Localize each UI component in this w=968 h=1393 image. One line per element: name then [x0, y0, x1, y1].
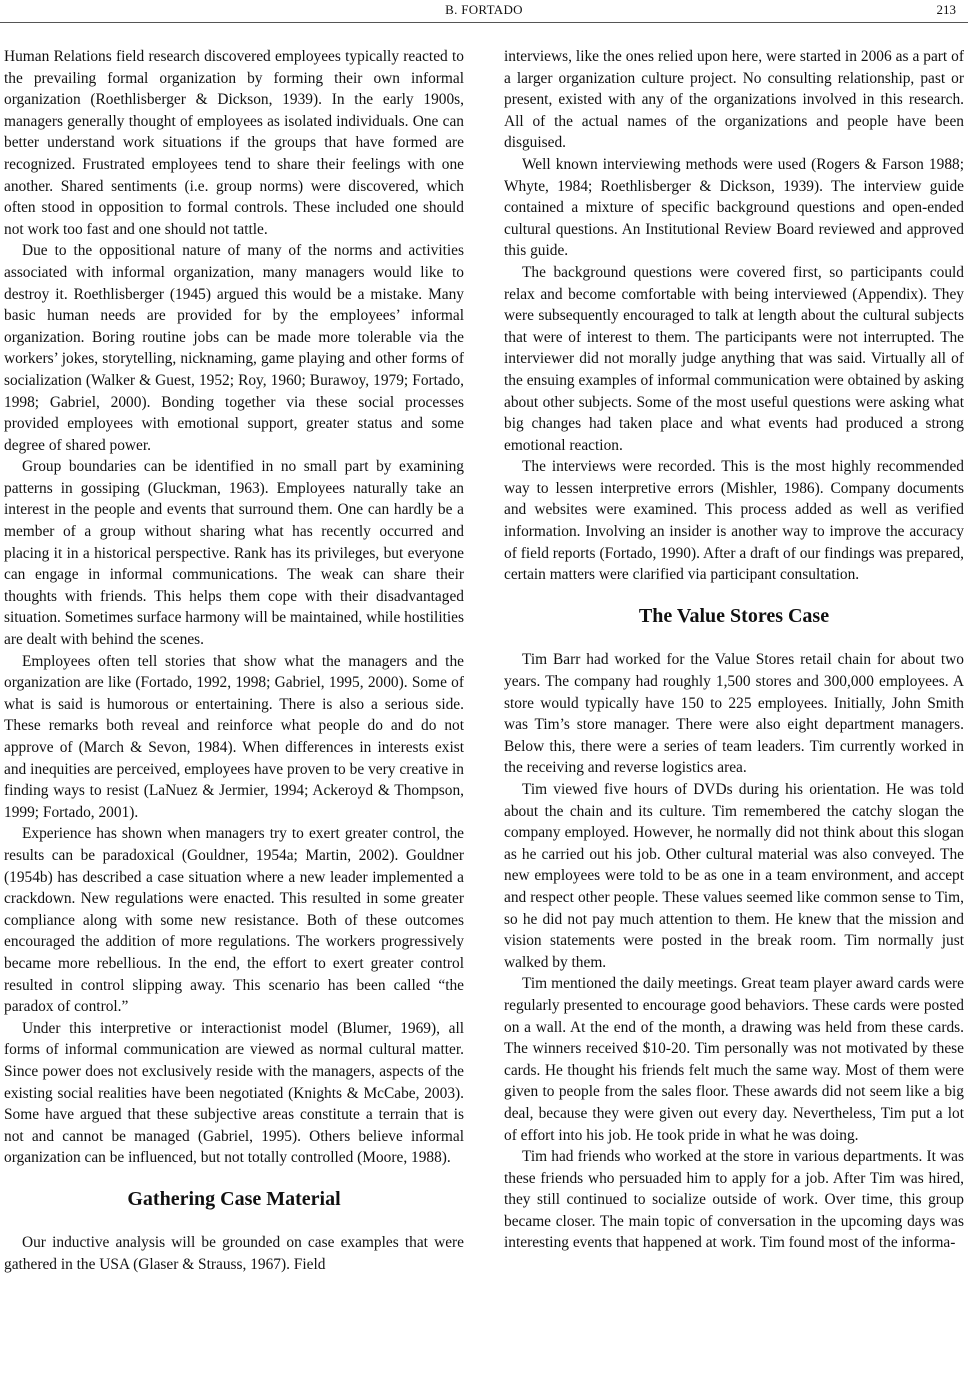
paragraph: Tim mentioned the daily meetings. Great team player award cards were regularly presented to encourage good behaviors. These cards were posted on a wall. At the end of the month, a drawing was held from these cards. The winners received $10-20. Tim personally was not motivated by these cards. He thought his friends felt much the same way. Most of them were given to people from the sales floor. These awards did not seem like a big deal, because they were given out every day. Nevertheless, Tim put a lot of effort into his job. He took pride in what he was doing.	[504, 975, 964, 1144]
paragraph: Tim viewed five hours of DVDs during his orientation. He was told about the chain and its culture. Tim remembered the catchy slogan the company employed. However, he normally did not think about this slogan as he carried out his job. Other cultural material was also conveyed. The new employees were told to be as one in a team environment, and accept and respect other people. These values seemed like common sense to Tim, so he did not pay much attention to them. He knew that the mission and vision statements were posted in the break room. Tim normally just walked by them.	[504, 781, 964, 971]
page-number: 213	[936, 2, 956, 17]
paragraph: Well known interviewing methods were used (Rogers & Farson 1988; Whyte, 1984; Roethlisberger & Dickson, 1939). The interview guide contained a mixture of specific background questions and open-ended cultural questions. An Institutional Review Board reviewed and approved this guide.	[504, 155, 964, 260]
left-column	[4, 46, 464, 1276]
paragraph: Tim Barr had worked for the Value Stores retail chain for about two years. The company had roughly 1,500 stores and 300,000 employees. A store would typically have 150 to 225 employees. Initially, John Smith was Tim’s store manager. There were also eight department managers. Below this, there were a series of team leaders. Tim currently worked in the receiving and reverse logistics area.	[504, 651, 964, 777]
paragraph: Due to the oppositional nature of many of the norms and activities associated with informal organization, many managers would like to destroy it. Roethlisberger (1945) argued this would be a mistake. Many basic human needs are provided for by the employees’ informal organization. Boring routine jobs can be made more tolerable via the workers’ jokes, storytelling, nicknaming, game playing and other forms of socialization (Walker & Guest, 1952; Roy, 1960; Burawoy, 1979; Fortado, 1998; Gabriel, 2000). Bonding together via these social processes provided employees with emotional support, greater status and some degree of shared power.	[4, 242, 464, 454]
section-heading: The Value Stores Case	[638, 604, 830, 627]
running-head: B. FORTADO	[445, 2, 523, 17]
paragraph: The interviews were recorded. This is the most highly recommended way to lessen interpretive errors (Mishler, 1986). Company documents and websites were examined. This process added as well as verified information. Involving an insider is another way to improve the accuracy of field reports (Fortado, 1990). After a draft of our findings was prepared, certain matters were clarified via participant consultation.	[504, 458, 964, 584]
section-heading: Gathering Case Material	[127, 1187, 341, 1210]
paragraph: The background questions were covered first, so participants could relax and become comfortable with being interviewed (Appendix). They were subsequently encouraged to talk at length about the cultural subjects that were of interest to them. The participants were not interrupted. The interviewer did not morally judge anything that was said. Virtually all of the ensuing examples of informal communication were obtained by asking about other subjects. Some of the most useful questions were asking what big changes had taken place and what events had produced a strong emotional reaction.	[504, 263, 964, 454]
paragraph: Tim had friends who worked at the store in various departments. It was these friends who persuaded him to apply for a job. After Tim was hired, they still continued to socialize outside of work. Over time, this group became closer. The main topic of conversation in the upcoming days was interesting events that happened at work. Tim found most of the informa-	[504, 1148, 964, 1252]
paragraph: interviews, like the ones relied upon here, were started in 2006 as a part of a larger organization culture project. No consulting relationship, past or present, existed with any of the organizations involved in this research. All of the actual names of the organizations and people have been disguised.	[504, 48, 964, 152]
paragraph: Employees often tell stories that show what the managers and the organization are like (Fortado, 1992, 1998; Gabriel, 1995, 2000). Some of what is said is humorous or entertaining. There is also a serious side. These remarks both reveal and reinforce what people do and do not approve of (March & Sevon, 1984). When differences in interests exist and inequities are perceived, employees have proven to be very creative in finding ways to resist (LaNuez & Jermier, 1994; Ackeroyd & Thompson, 1999; Fortado, 2001).	[4, 652, 464, 821]
paragraph: Experience has shown when managers try to exert greater control, the results can be paradoxical (Gouldner, 1954a; Martin, 2002). Gouldner (1954b) has described a case situation where a new leader implemented a crackdown. New regulations were enacted. This resulted in some greater compliance along with some new resistance. Both of these outcomes encouraged the addition of more regulations. The workers progressively became more rebellious. In the end, the effort to exert greater control resulted in control slipping away. This scenario has been called “the paradox of control.”	[4, 825, 464, 1016]
right-column	[504, 46, 964, 1254]
paragraph: Human Relations field research discovered employees typically reacted to the prevailing formal organization by forming their own informal organization (Roethlisberger & Dickson, 1939). In the early 1900s, managers generally thought of employees as isolated individuals. One can better understand work situations if the groups that have formed are recognized. Frustrated employees tend to share their feelings with one another. Shared sentiments (i.e. group norms) were discovered, which often stood in opposition to formal controls. These included one should not work too fast and one should not tattle.	[4, 48, 464, 238]
header-rule	[0, 22, 968, 23]
page-header	[0, 0, 968, 22]
paragraph: Group boundaries can be identified in no small part by examining patterns in gossiping (Gluckman, 1963). Employees naturally take an interest in the people and events that surround them. One can hardly be a member of a group without sharing what has recently occurred and placing it in a historical perspective. Rank has its privileges, but everyone can engage in informal communications. The weak can share their thoughts with friends. This helps them cope with their disadvantaged situation. Sometimes surface harmony will be maintained, while hostilities are dealt with behind the scenes.	[4, 458, 464, 649]
paragraph: Our inductive analysis will be grounded on case examples that were gathered in the USA (Glaser & Strauss, 1967). Field	[4, 1234, 464, 1274]
paragraph: Under this interpretive or interactionist model (Blumer, 1969), all forms of informal communication are viewed as normal cultural matter. Since power does not exclusively reside with the managers, aspects of the existing social realities have been negotiated (Knights & McCabe, 2003). Some have argued that these subjective areas constitute a terrain that is not and cannot be managed (Gabriel, 1995). Others believe informal organization can be influenced, but not totally controlled (Moore, 1988).	[4, 1019, 464, 1167]
